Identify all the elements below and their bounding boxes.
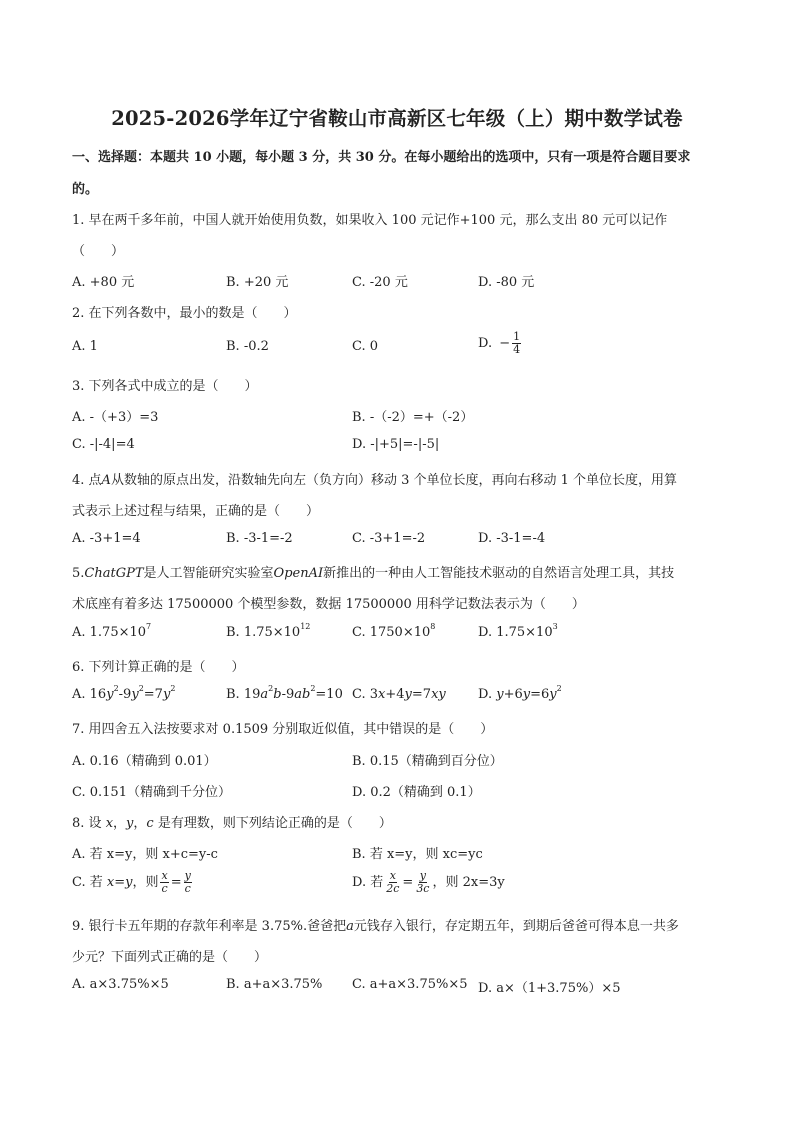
- q4-option-c: C. -3+1=-2: [352, 531, 426, 546]
- q4-option-b: B. -3-1=-2: [226, 531, 293, 546]
- q7-stem: 7. 用四舍五入法按要求对 0.1509 分别取近似值，其中错误的是（ ）: [72, 722, 494, 737]
- q1-option-c: C. -20 元: [352, 275, 408, 290]
- q1-option-a: A. +80 元: [72, 275, 135, 290]
- q9-stem: 9. 银行卡五年期的存款年利率是 3.75%.爸爸把a元钱存入银行，存定期五年，到期后爸爸可得本息一共多: [72, 919, 679, 934]
- q4-stem: 4. 点A从数轴的原点出发，沿数轴先向左（负方向）移动 3 个单位长度，再向右移动 1 个单位长度，用算: [72, 473, 678, 488]
- q4-option-a: A. -3+1=4: [72, 531, 141, 546]
- q3-stem: 3. 下列各式中成立的是（ ）: [72, 379, 258, 394]
- q5-option-d: D. $1.75\times 10^3$: [478, 622, 558, 640]
- q2-option-b: B. -0.2: [226, 339, 269, 354]
- q2-option-a: A. 1: [72, 339, 98, 354]
- fraction: $\frac{y}{3c}$: [416, 869, 430, 895]
- q8-option-c: C. 若 x=y，则 $\frac{x}{c}$ = $\frac{y}{c}$: [72, 869, 191, 895]
- q3-option-b: B. -（-2）=+（-2）: [352, 410, 474, 425]
- fraction: $\frac{y}{c}$: [184, 869, 191, 895]
- section-heading: 一、选择题：本题共 10 小题，每小题 3 分，共 30 分。在每小题给出的选项中，只有一项是符合题目要求: [72, 150, 691, 165]
- q7-option-a: A. 0.16（精确到 0.01）: [72, 754, 217, 769]
- fraction: $\frac{1}{4}$: [513, 330, 521, 356]
- q3-option-a: A. -（+3）=3: [72, 410, 159, 425]
- fraction: $\frac{x}{2c}$: [386, 869, 400, 895]
- q7-option-c: C. 0.151（精确到千分位）: [72, 785, 231, 800]
- q9-option-d: D. a×（1+3.75%）×5: [478, 981, 621, 996]
- q6-stem: 6. 下列计算正确的是（ ）: [72, 660, 245, 675]
- q6-option-a: A. $16y^2-9y^2=7y^2$: [72, 684, 176, 702]
- section-heading-cont: 的。: [72, 182, 99, 197]
- q2-option-c: C. 0: [352, 339, 379, 354]
- q5-option-b: B. $1.75\times 10^{12}$: [226, 622, 311, 640]
- q3-option-c: C. -|-4|=4: [72, 437, 135, 452]
- q9-stem-cont: 少元？下面列式正确的是（ ）: [72, 950, 268, 965]
- q2-stem: 2. 在下列各数中，最小的数是（ ）: [72, 306, 297, 321]
- q5-stem: 5.ChatGPT是人工智能研究实验室OpenAI新推出的一种由人工智能技术驱动的自然语言处理工具，其技: [72, 566, 675, 581]
- q6-option-c: C. 3x+4y=7xy: [352, 687, 446, 702]
- q5-stem-cont: 术底座有着多达 17500000 个模型参数，数据 17500000 用科学记数法表示为（ ）: [72, 597, 585, 612]
- q8-option-d: D. 若 $\frac{x}{2c}$ = $\frac{y}{3c}$ ，则 2x=3y: [352, 869, 505, 895]
- q8-option-b: B. 若 x=y，则 xc=yc: [352, 847, 483, 862]
- q1-stem-cont: （ ）: [72, 244, 125, 259]
- page-title: 2025-2026学年辽宁省鞍山市高新区七年级（上）期中数学试卷: [111, 107, 683, 130]
- q7-option-b: B. 0.15（精确到百分位）: [352, 754, 503, 769]
- q8-option-a: A. 若 x=y，则 x+c=y-c: [72, 847, 218, 862]
- q9-option-c: C. a+a×3.75%×5: [352, 977, 468, 992]
- q1-option-d: D. -80 元: [478, 275, 535, 290]
- fraction: $\frac{x}{c}$: [161, 869, 168, 895]
- q5-option-c: C. $1750\times 10^8$: [352, 622, 436, 640]
- q1-stem: 1. 早在两千多年前，中国人就开始使用负数，如果收入 100 元记作+100 元，那么支出 80 元可以记作: [72, 213, 668, 228]
- q3-option-d: D. -|+5|=-|-5|: [352, 437, 440, 452]
- q9-option-b: B. a+a×3.75%: [226, 977, 323, 992]
- q4-stem-cont: 式表示上述过程与结果，正确的是（ ）: [72, 504, 320, 519]
- q2-option-d: D. − $\frac{1}{4}$: [478, 330, 521, 356]
- q5-option-a: A. $1.75\times 10^7$: [72, 622, 152, 640]
- q1-option-b: B. +20 元: [226, 275, 289, 290]
- q4-option-d: D. -3-1=-4: [478, 531, 546, 546]
- q8-stem: 8. 设 x，y，c 是有理数，则下列结论正确的是（ ）: [72, 816, 392, 831]
- q9-option-a: A. a×3.75%×5: [72, 977, 169, 992]
- q6-option-d: D. $y+6y=6y^2$: [478, 684, 562, 702]
- q7-option-d: D. 0.2（精确到 0.1）: [352, 785, 481, 800]
- q6-option-b: B. $19a^2b-9ab^2=10$: [226, 684, 343, 702]
